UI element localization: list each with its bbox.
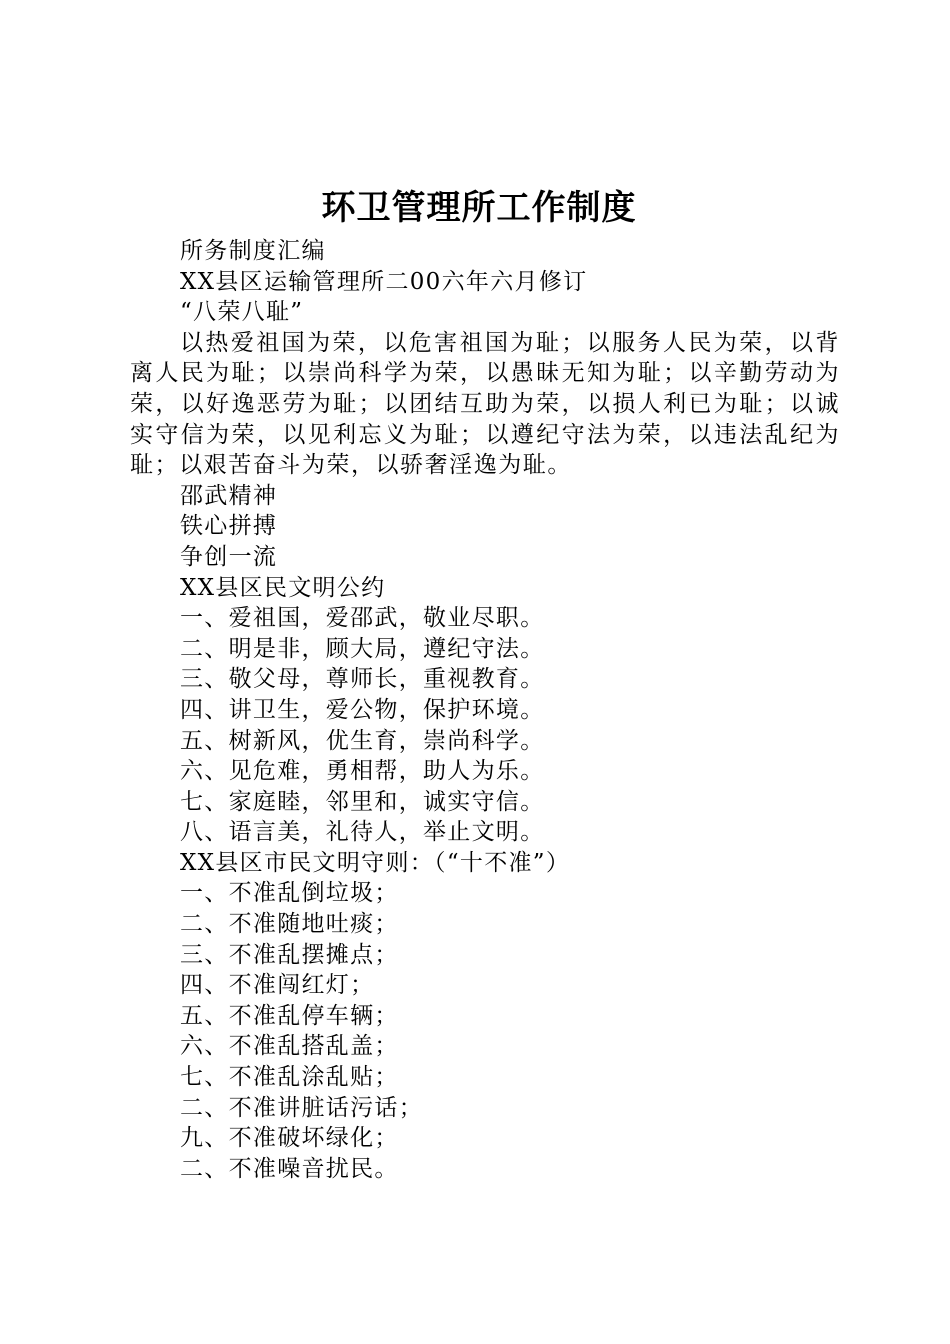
text-line: 邵武精神 <box>180 482 278 509</box>
list-item: 二、不准随地吐痰； <box>180 911 399 938</box>
list-item: 七、不准乱涂乱贴； <box>180 1064 399 1091</box>
list-item: 一、不准乱倒垃圾； <box>180 880 399 907</box>
text-line: XX县区运输管理所二00六年六月修订 <box>180 268 588 295</box>
list-item: 七、家庭睦，邻里和，诚实守信。 <box>180 788 545 815</box>
list-item: 六、见危难，勇相帮，助人为乐。 <box>180 758 545 785</box>
text-line: “八荣八耻” <box>180 299 304 326</box>
text-line: 所务制度汇编 <box>180 238 326 264</box>
list-item: 二、不准噪音扰民。 <box>180 1155 399 1182</box>
list-item: 三、敬父母，尊师长，重视教育。 <box>180 666 545 693</box>
list-item: 五、不准乱停车辆； <box>180 1002 399 1029</box>
list-item: 八、语言美，礼待人，举止文明。 <box>180 819 545 846</box>
list-item: 五、树新风，优生育，崇尚科学。 <box>180 727 545 754</box>
eight-honors-paragraph: 以热爱祖国为荣，以危害祖国为耻；以服务人民为荣，以背离人民为耻；以崇尚科学为荣，以愚昧无知为耻；以辛勤劳动为荣，以好逸恶劳为耻；以团结互助为荣，以损人利已为耻；以诚实守信为荣，以见利忘义为耻；以遵纪守法为荣，以违法乱纪为耻；以艰苦奋斗为荣，以骄奢淫逸为耻。 <box>130 329 840 479</box>
list-item: 九、不准破坏绿化； <box>180 1125 399 1152</box>
document-title: 环卫管理所工作制度 <box>321 188 637 228</box>
list-item: 一、爱祖国，爱邵武，敬业尽职。 <box>180 605 545 632</box>
list-item: 三、不准乱摆摊点； <box>180 941 399 968</box>
list-item: 六、不准乱搭乱盖； <box>180 1033 399 1060</box>
list-item: 四、不准闯红灯； <box>180 972 375 999</box>
section-heading: XX县区市民文明守则：（“十不准”） <box>180 849 571 876</box>
list-item: 四、讲卫生，爱公物，保护环境。 <box>180 696 545 723</box>
section-heading: XX县区民文明公约 <box>180 574 386 601</box>
text-line: 争创一流 <box>180 543 278 570</box>
document-body <box>130 236 840 1184</box>
list-item: 二、不准讲脏话污话； <box>180 1094 423 1121</box>
text-line: 铁心拼搏 <box>180 513 278 540</box>
list-item: 二、明是非，顾大局，遵纪守法。 <box>180 635 545 662</box>
